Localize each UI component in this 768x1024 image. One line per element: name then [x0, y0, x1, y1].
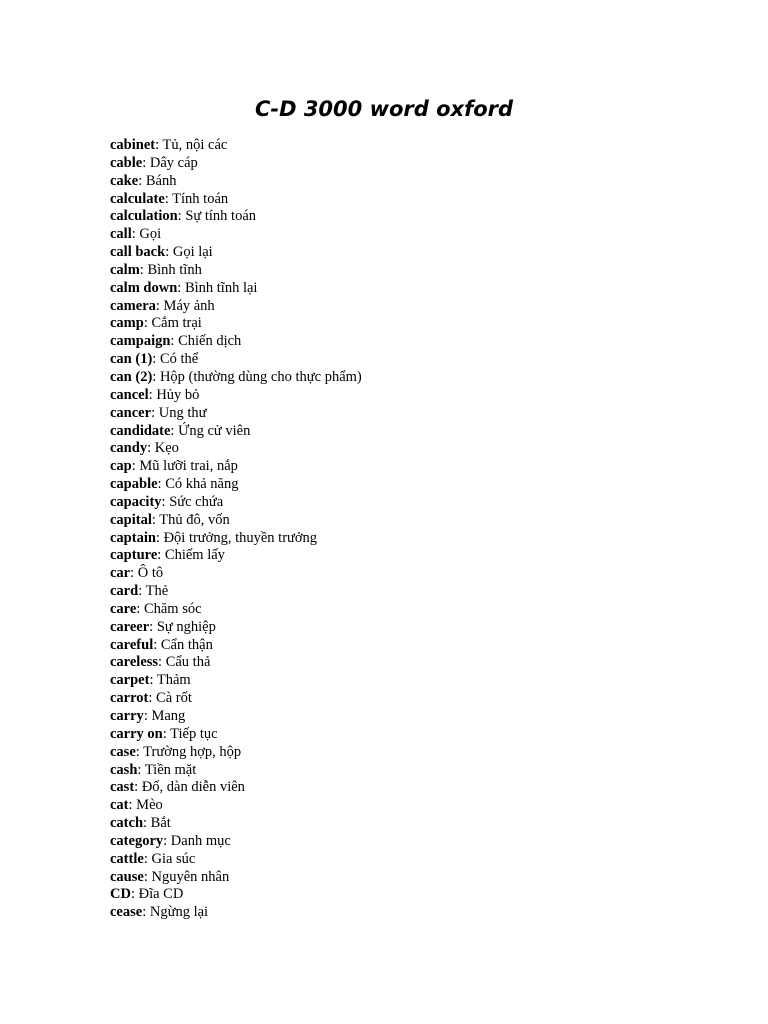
entry-term: call [110, 226, 132, 243]
list-item [110, 744, 362, 762]
entry-meaning: Bánh [145, 172, 177, 189]
list-item [110, 351, 362, 369]
list-item [110, 779, 362, 797]
entry-meaning: Có khả năng [165, 476, 239, 493]
entry-meaning: Chiếm lấy [164, 547, 225, 564]
entry-separator: : [130, 565, 138, 582]
entry-term: cash [110, 761, 138, 778]
entry-term: cabinet [110, 137, 156, 153]
list-item [110, 762, 362, 780]
entry-separator: : [139, 261, 148, 278]
entry-separator: : [142, 904, 150, 921]
entry-term: care [110, 600, 137, 617]
entry-meaning: Gọi lại [172, 244, 213, 261]
entry-separator: : [138, 583, 146, 600]
entry-separator: : [177, 208, 186, 225]
entry-meaning: Bình tĩnh lại [184, 279, 258, 296]
entry-term: cast [110, 779, 135, 796]
entry-term: card [110, 583, 139, 600]
entry-separator: : [131, 458, 140, 475]
entry-term: career [110, 618, 150, 635]
entry-separator: : [143, 815, 151, 832]
entry-meaning: Tủ, nội các [162, 137, 228, 153]
entry-meaning: Cẩu thả [165, 654, 211, 671]
list-item [110, 619, 362, 637]
list-item [110, 637, 362, 655]
list-item [110, 726, 362, 744]
list-item [110, 512, 362, 530]
list-item [110, 226, 362, 244]
entry-meaning: Mang [151, 708, 186, 724]
list-item [110, 851, 362, 869]
entry-meaning: Kẹo [154, 440, 179, 457]
entry-term: cancel [110, 386, 149, 403]
entry-term: cattle [110, 850, 144, 867]
list-item [110, 547, 362, 565]
entry-term: capture [110, 547, 158, 564]
list-item [110, 333, 362, 351]
entry-meaning: Bình tĩnh [147, 261, 202, 278]
entry-meaning: Cà rốt [156, 690, 192, 707]
entry-term: careful [110, 636, 154, 653]
entry-meaning: Có thể [159, 351, 199, 368]
entry-separator: : [143, 868, 152, 885]
entry-separator: : [134, 779, 142, 796]
entry-meaning: Chiến dịch [178, 333, 242, 350]
entry-separator: : [157, 547, 165, 564]
page-title: C-D 3000 word oxford [254, 97, 514, 121]
entry-separator: : [177, 279, 185, 296]
entry-separator: : [155, 529, 164, 546]
entry-term: can (2) [110, 368, 153, 385]
entry-term: capable [110, 476, 158, 493]
entry-term: carrot [110, 690, 149, 707]
list-item [110, 405, 362, 423]
entry-separator: : [161, 493, 170, 510]
entry-meaning: Tính toán [172, 190, 229, 207]
entry-separator: : [143, 708, 152, 724]
entry-separator: : [148, 690, 157, 707]
entry-separator: : [143, 850, 152, 867]
entry-separator: : [165, 244, 173, 261]
entry-term: cease [110, 904, 143, 921]
list-item [110, 208, 362, 226]
entry-term: candidate [110, 422, 171, 439]
entry-separator: : [136, 600, 144, 617]
entry-term: car [110, 565, 131, 582]
entry-meaning: Thủ đô, vốn [159, 511, 230, 528]
entry-term: CD [110, 886, 131, 903]
list-item [110, 191, 362, 209]
entry-term: cat [110, 797, 129, 814]
entry-separator: : [149, 618, 157, 635]
vocabulary-list [110, 137, 362, 922]
list-item [110, 387, 362, 405]
entry-separator: : [143, 315, 152, 332]
entry-term: careless [110, 654, 159, 671]
entry-term: can (1) [110, 351, 153, 368]
entry-separator: : [137, 761, 145, 778]
list-item [110, 137, 362, 155]
list-item [110, 869, 362, 887]
entry-meaning: Ngừng lại [149, 904, 209, 921]
list-item [110, 815, 362, 833]
entry-term: cause [110, 868, 144, 885]
list-item [110, 369, 362, 387]
entry-term: catch [110, 815, 144, 832]
entry-term: calculation [110, 208, 178, 225]
list-item [110, 494, 362, 512]
list-item [110, 904, 362, 922]
entry-meaning: Ô tô [137, 565, 164, 582]
entry-separator: : [142, 154, 150, 171]
entry-meaning: Ứng cử viên [178, 422, 251, 439]
entry-term: candy [110, 440, 148, 457]
list-item [110, 672, 362, 690]
entry-meaning: Bắt [150, 815, 171, 832]
entry-separator: : [138, 172, 146, 189]
entry-term: case [110, 743, 136, 760]
entry-separator: : [130, 886, 139, 903]
entry-meaning: Chăm sóc [143, 600, 202, 617]
entry-meaning: Thảm [156, 672, 191, 689]
entry-meaning: Hộp (thường dùng cho thực phẩm) [159, 368, 362, 385]
entry-separator: : [131, 226, 140, 243]
entry-meaning: Trường hợp, hộp [143, 743, 242, 760]
entry-separator: : [155, 137, 163, 153]
list-item [110, 423, 362, 441]
entry-term: carry on [110, 725, 163, 742]
list-item [110, 298, 362, 316]
list-item [110, 654, 362, 672]
list-item [110, 565, 362, 583]
entry-separator: : [157, 476, 166, 493]
list-item [110, 458, 362, 476]
list-item [110, 262, 362, 280]
entry-meaning: Nguyên nhân [151, 868, 230, 885]
entry-meaning: Danh mục [170, 832, 231, 849]
entry-separator: : [152, 351, 160, 368]
entry-separator: : [149, 672, 157, 689]
list-item [110, 280, 362, 298]
entry-term: category [110, 832, 164, 849]
entry-term: calculate [110, 190, 165, 207]
entry-meaning: Gia súc [151, 850, 196, 867]
list-item [110, 708, 362, 726]
entry-term: carpet [110, 672, 150, 689]
entry-term: cap [110, 458, 132, 475]
entry-separator: : [151, 404, 159, 421]
entry-meaning: Cẩn thận [160, 636, 213, 653]
entry-separator: : [128, 797, 137, 814]
list-item [110, 530, 362, 548]
entry-term: calm down [110, 279, 178, 296]
entry-separator: : [148, 386, 157, 403]
entry-term: camp [110, 315, 144, 332]
entry-meaning: Cắm trại [151, 315, 202, 332]
list-item [110, 797, 362, 815]
entry-separator: : [170, 333, 179, 350]
entry-term: carry [110, 708, 144, 724]
list-item [110, 833, 362, 851]
list-item [110, 173, 362, 191]
list-item [110, 886, 362, 904]
entry-separator: : [170, 422, 179, 439]
entry-meaning: Đội trưởng, thuyền trưởng [163, 529, 318, 546]
entry-term: capital [110, 511, 152, 528]
entry-meaning: Máy ảnh [163, 297, 215, 314]
entry-term: cable [110, 154, 143, 171]
list-item [110, 583, 362, 601]
entry-meaning: Sức chứa [169, 493, 224, 510]
entry-meaning: Đĩa CD [138, 886, 184, 903]
entry-meaning: Mèo [136, 797, 163, 814]
entry-meaning: Mũ lưỡi trai, nắp [139, 458, 238, 475]
entry-separator: : [163, 832, 171, 849]
entry-term: captain [110, 529, 156, 546]
entry-separator: : [158, 654, 166, 671]
entry-separator: : [151, 511, 160, 528]
entry-meaning: Tiền mặt [144, 761, 197, 778]
list-item [110, 155, 362, 173]
list-item [110, 244, 362, 262]
entry-term: cake [110, 172, 139, 189]
entry-meaning: Sự tính toán [185, 208, 257, 225]
entry-separator: : [162, 725, 171, 742]
entry-meaning: Tiếp tục [170, 725, 218, 742]
entry-term: camera [110, 297, 156, 314]
list-item [110, 440, 362, 458]
entry-meaning: Thẻ [145, 583, 169, 600]
list-item [110, 601, 362, 619]
entry-term: cancer [110, 404, 152, 421]
entry-separator: : [153, 636, 161, 653]
entry-meaning: Đổ, dàn diễn viên [141, 779, 245, 796]
entry-term: campaign [110, 333, 171, 350]
entry-meaning: Hủy bỏ [156, 386, 200, 403]
entry-term: capacity [110, 493, 162, 510]
entry-separator: : [164, 190, 173, 207]
entry-meaning: Ung thư [158, 404, 207, 421]
entry-separator: : [147, 440, 155, 457]
entry-separator: : [155, 297, 164, 314]
entry-meaning: Sự nghiệp [156, 618, 216, 635]
list-item [110, 476, 362, 494]
entry-meaning: Dây cáp [149, 154, 198, 171]
entry-term: calm [110, 261, 140, 278]
list-item [110, 690, 362, 708]
entry-separator: : [135, 743, 144, 760]
entry-term: call back [110, 244, 166, 261]
list-item [110, 315, 362, 333]
entry-meaning: Gọi [139, 226, 162, 243]
entry-separator: : [152, 368, 160, 385]
